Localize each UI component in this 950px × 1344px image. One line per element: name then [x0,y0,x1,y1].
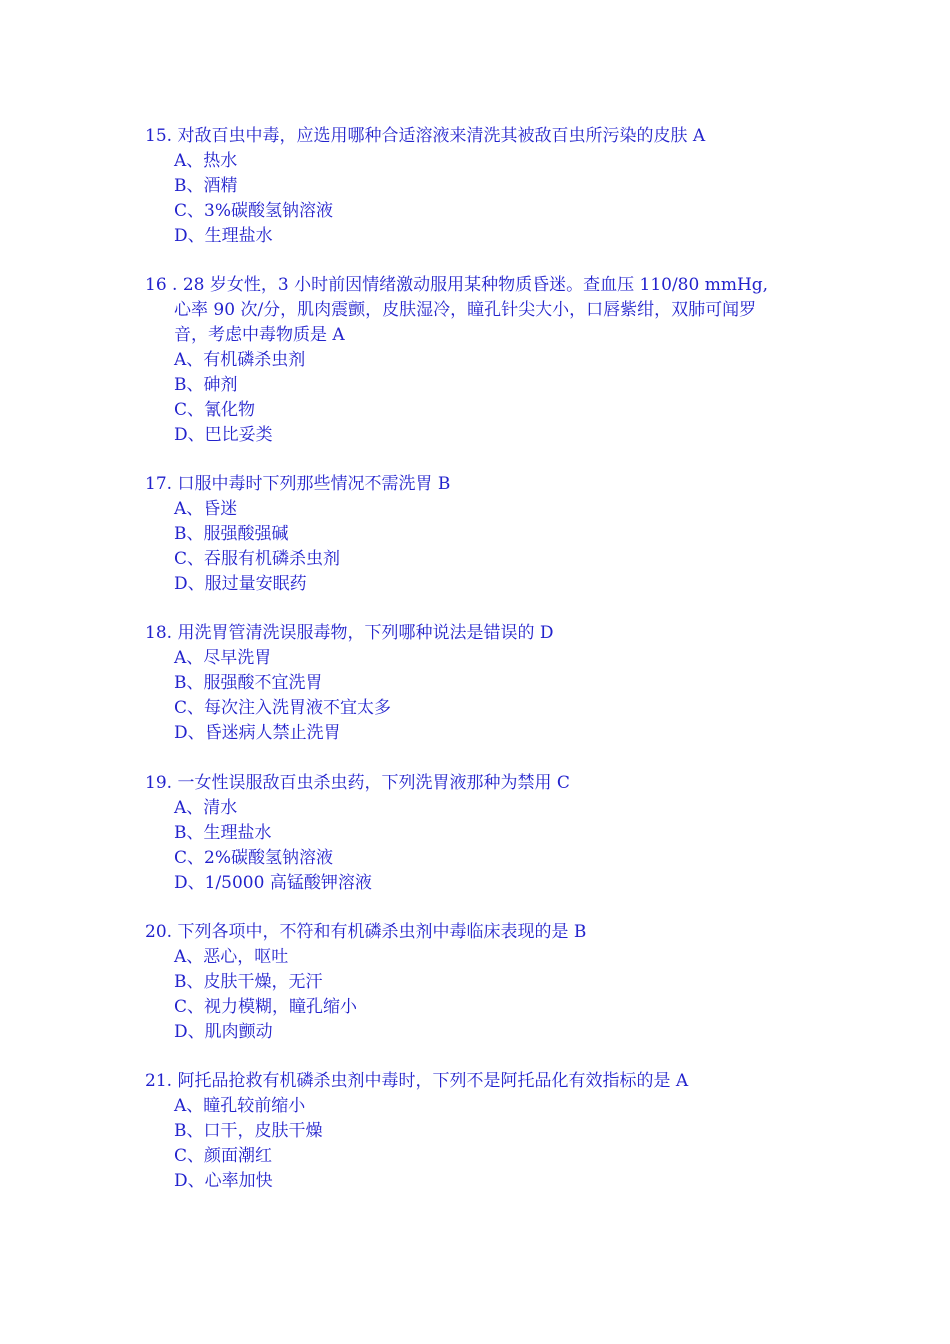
option-a: A、清水 [174,798,238,818]
question-16 [145,273,825,448]
question-stem: 21. 阿托品抢救有机磷杀虫剂中毒时，下列不是阿托品化有效指标的是 A [145,1071,689,1091]
question-stem: 19. 一女性误服敌百虫杀虫药，下列洗胃液那种为禁用 C [145,773,570,793]
question-21 [145,1069,825,1194]
option-a: A、恶心，呕吐 [174,947,289,967]
option-b: B、砷剂 [174,375,238,395]
option-c: C、氰化物 [174,400,256,420]
option-d: D、心率加快 [174,1171,273,1191]
option-c: C、每次注入洗胃液不宜太多 [174,698,392,718]
question-stem: 18. 用洗胃管清洗误服毒物，下列哪种说法是错误的 D [145,623,554,643]
option-d: D、1/5000 高锰酸钾溶液 [174,873,372,893]
option-a: A、昏迷 [174,499,238,519]
question-19 [145,771,825,896]
option-d: D、生理盐水 [174,226,273,246]
option-c: C、3%碳酸氢钠溶液 [174,201,333,221]
question-15 [145,124,825,249]
option-c: C、颜面潮红 [174,1146,273,1166]
option-d: D、肌肉颤动 [174,1022,273,1042]
question-18 [145,621,825,746]
option-c: C、视力模糊，瞳孔缩小 [174,997,358,1017]
option-c: C、吞服有机磷杀虫剂 [174,549,341,569]
option-b: B、生理盐水 [174,823,272,843]
option-b: B、服强酸强碱 [174,524,289,544]
question-stem: 20. 下列各项中，不符和有机磷杀虫剂中毒临床表现的是 B [145,922,587,942]
question-stem-continued: 心率 90 次/分，肌肉震颤，皮肤湿冷，瞳孔针尖大小，口唇紫绀，双肺可闻罗 [174,300,757,320]
option-c: C、2%碳酸氢钠溶液 [174,848,333,868]
question-stem: 15. 对敌百虫中毒，应选用哪种合适溶液来清洗其被敌百虫所污染的皮肤 A [145,126,706,146]
option-b: B、服强酸不宜洗胃 [174,673,323,693]
option-b: B、口干，皮肤干燥 [174,1121,323,1141]
option-d: D、昏迷病人禁止洗胃 [174,723,341,743]
option-a: A、有机磷杀虫剂 [174,350,306,370]
option-d: D、服过量安眠药 [174,574,307,594]
option-a: A、尽早洗胃 [174,648,272,668]
option-b: B、酒精 [174,176,238,196]
question-stem: 16 . 28 岁女性，3 小时前因情绪激动服用某种物质昏迷。查血压 110/80 mmHg, [145,275,769,295]
option-d: D、巴比妥类 [174,425,273,445]
option-a: A、热水 [174,151,238,171]
question-20 [145,920,825,1045]
option-b: B、皮肤干燥，无汗 [174,972,323,992]
option-a: A、瞳孔较前缩小 [174,1096,306,1116]
question-stem-continued: 音，考虑中毒物质是 A [174,325,345,345]
question-stem: 17. 口服中毒时下列那些情况不需洗胃 B [145,474,451,494]
question-17 [145,472,825,597]
